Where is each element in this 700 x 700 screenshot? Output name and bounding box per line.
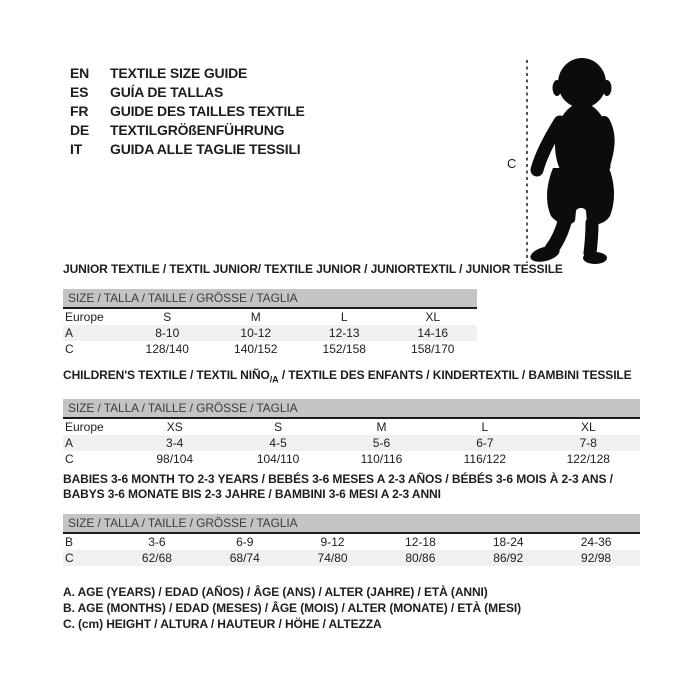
junior-size-table <box>63 289 477 357</box>
row-label: Europe <box>65 310 104 324</box>
size-header-bar <box>63 399 640 418</box>
size-cell: 92/98 <box>552 550 640 566</box>
table-row-b <box>63 533 640 550</box>
note-line-c: C. (cm) HEIGHT / ALTURA / HAUTEUR / HÖHE / ALTEZZA <box>63 617 382 631</box>
size-cell: M <box>250 310 261 324</box>
row-label: C <box>65 452 74 467</box>
size-header-label: SIZE / TALLA / TAILLE / GRÖSSE / TAGLIA <box>63 399 640 418</box>
table-row-europe <box>63 308 477 325</box>
note-line-b: B. AGE (MONTHS) / EDAD (MESES) / ÂGE (MOIS) / ALTER (MONATE) / ETÀ (MESI) <box>63 601 522 615</box>
baby-silhouette-icon <box>505 50 645 270</box>
language-code: IT <box>70 141 83 157</box>
size-cell: 104/110 <box>256 452 300 467</box>
row-label: C <box>63 550 113 566</box>
size-cell: XS <box>166 420 183 435</box>
size-cell: 12-18 <box>405 535 436 549</box>
row-label: B <box>65 535 74 549</box>
babies-title-line1: BABIES 3-6 MONTH TO 2-3 YEARS / BEBÉS 3-6 MESES A 2-3 AÑOS / BÉBÉS 3-6 MOIS À 2-3 ANS / <box>63 472 613 486</box>
junior-title: JUNIOR TEXTILE / TEXTIL JUNIOR/ TEXTILE JUNIOR / JUNIORTEXTIL / JUNIOR TESSILE <box>63 262 563 276</box>
size-cell: 18-24 <box>492 535 524 549</box>
language-row <box>70 64 305 83</box>
legend-notes <box>63 584 521 632</box>
size-cell: 62/68 <box>113 550 201 566</box>
size-cell: 3-6 <box>148 535 166 549</box>
language-code: ES <box>70 84 89 100</box>
size-cell: S <box>163 310 172 324</box>
section-babies <box>63 472 640 566</box>
language-label: TEXTILGRÖßENFÜHRUNG <box>110 122 285 138</box>
size-cell: 6-7 <box>433 435 536 451</box>
row-label: C <box>65 342 74 356</box>
size-cell: S <box>274 420 283 435</box>
size-cell: 68/74 <box>201 550 289 566</box>
babies-size-table <box>63 514 640 566</box>
size-cell: 140/152 <box>234 342 278 356</box>
language-row <box>70 83 305 102</box>
size-figure <box>505 50 645 270</box>
children-title-sub: /A <box>269 374 279 385</box>
baby-silhouette <box>529 58 614 265</box>
row-label: A <box>63 325 123 341</box>
language-label: GUIDE DES TAILLES TEXTILE <box>110 103 305 119</box>
size-cell: 9-12 <box>320 535 345 549</box>
size-cell: M <box>376 420 387 435</box>
language-row <box>70 121 305 140</box>
size-cell: 158/170 <box>411 342 455 356</box>
size-cell: 24-36 <box>580 535 612 549</box>
size-cell: 116/122 <box>463 452 507 467</box>
size-cell: 98/104 <box>156 452 194 467</box>
children-title-pre: CHILDREN'S TEXTILE / TEXTIL NIÑO <box>63 368 270 382</box>
size-cell: 4-5 <box>226 435 329 451</box>
size-cell: 14-16 <box>389 325 478 341</box>
language-code: DE <box>70 122 90 138</box>
language-label: GUIDA ALLE TAGLIE TESSILI <box>110 141 301 157</box>
size-cell: L <box>340 310 348 324</box>
size-cell: 10-12 <box>212 325 301 341</box>
size-cell: 80/86 <box>376 550 464 566</box>
table-row-c <box>63 550 640 566</box>
size-header-label: SIZE / TALLA / TAILLE / GRÖSSE / TAGLIA <box>63 514 640 533</box>
language-row <box>70 140 305 159</box>
size-cell: XL <box>425 310 441 324</box>
size-cell: 7-8 <box>537 435 640 451</box>
row-label: A <box>63 435 123 451</box>
table-row-a <box>63 435 640 451</box>
size-cell: 110/116 <box>360 452 403 467</box>
language-label: GUÍA DE TALLAS <box>110 84 224 100</box>
measure-label-c: C <box>507 156 517 171</box>
table-row-a <box>63 325 477 341</box>
size-cell: 12-13 <box>300 325 389 341</box>
size-cell: 5-6 <box>330 435 433 451</box>
language-row <box>70 102 305 121</box>
table-row-c <box>63 341 477 357</box>
children-title <box>63 368 640 387</box>
size-header-bar <box>63 289 477 308</box>
language-list <box>70 64 305 159</box>
babies-title-line2: BABYS 3-6 MONATE BIS 2-3 JAHRE / BAMBINI 3-6 MESI A 2-3 ANNI <box>63 487 441 501</box>
row-label: Europe <box>65 420 104 435</box>
size-cell: 86/92 <box>464 550 552 566</box>
children-size-table <box>63 399 640 467</box>
language-label: TEXTILE SIZE GUIDE <box>110 65 248 81</box>
size-header-label: SIZE / TALLA / TAILLE / GRÖSSE / TAGLIA <box>63 289 477 308</box>
language-code: FR <box>70 103 89 119</box>
size-cell: 152/158 <box>322 342 366 356</box>
table-row-europe <box>63 418 640 435</box>
children-title-post: / TEXTILE DES ENFANTS / KINDERTEXTIL / BAMBINI TESSILE <box>278 368 632 382</box>
table-row-c <box>63 451 640 467</box>
note-line-a: A. AGE (YEARS) / EDAD (AÑOS) / ÂGE (ANS) / ALTER (JAHRE) / ETÀ (ANNI) <box>63 585 488 599</box>
size-cell: 3-4 <box>123 435 226 451</box>
section-junior <box>63 262 563 357</box>
size-cell: L <box>481 420 489 435</box>
size-cell: XL <box>580 420 596 435</box>
size-cell: 74/80 <box>289 550 377 566</box>
size-cell: 122/128 <box>566 452 610 467</box>
size-header-bar <box>63 514 640 533</box>
size-cell: 6-9 <box>236 535 254 549</box>
language-code: EN <box>70 65 90 81</box>
size-cell: 8-10 <box>123 325 212 341</box>
section-children <box>63 368 640 467</box>
size-cell: 128/140 <box>145 342 189 356</box>
